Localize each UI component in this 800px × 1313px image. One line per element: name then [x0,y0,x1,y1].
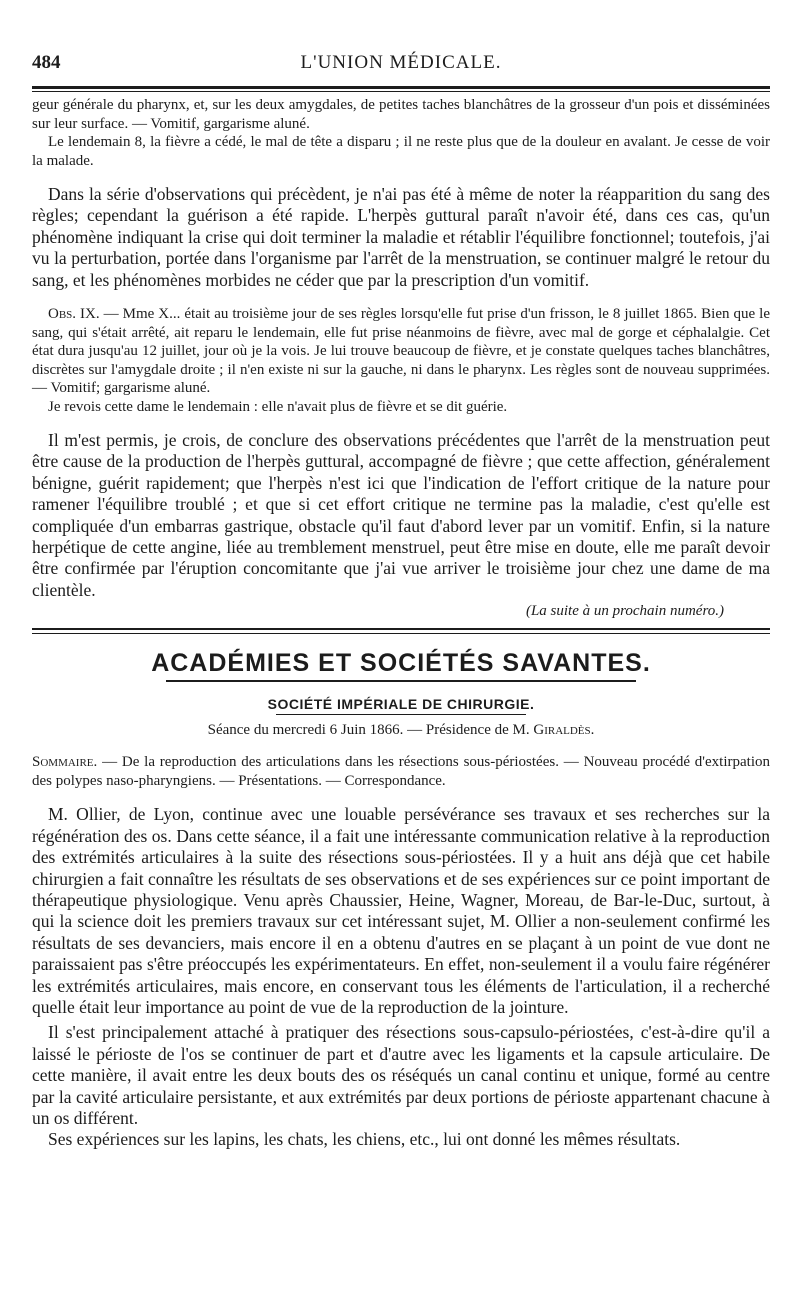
paragraph-discussion: Dans la série d'observations qui précèdent, je n'ai pas été à même de noter la réapparition du sang des règles; cependant la guérison a été rapide. L'herpès guttural paraît n'avoir été, dans ces cas, qu'un phénomène indiquant la crise qui doit terminer la maladie et rétablir l'équilibre fonctionnel; toutefois, j'ai vu la perturbation, portée dans l'organisme par l'arrêt de la menstruation, se continuer malgré le retour du sang, et les phénomènes morbides ne céder que par la prescription d'un vomitif. [32,184,770,290]
paragraph-experiences: Ses expériences sur les lapins, les chats, les chiens, etc., lui ont donné les mêmes résultats. [48,1129,681,1150]
paragraph-resections: Il s'est principalement attaché à pratiquer des résections sous-capsulo-périostées, c'est-à-dire qu'il a laissé le périoste de l'os se continuer de part et d'autre avec les ligaments et la capsule articulaire. De cette manière, il avait entre les deux bouts des os réséqués un canal continu et unique, formé au centre par la cavité articulaire persistante, et aux extrémités par deux portions de périoste appartenant chacune à un os différent. [32,1022,770,1128]
society-title: SOCIÉTÉ IMPÉRIALE DE CHIRURGIE. [267,696,535,713]
session-text: Séance du mercredi 6 Juin 1866. — Présidence de M. [207,722,534,739]
section-heading: ACADÉMIES ET SOCIÉTÉS SAVANTES. [151,649,651,678]
paragraph-conclusion: Il m'est permis, je crois, de conclure des observations précédentes que l'arrêt de la menstruation peut être cause de la production de l'herpès guttural, accompagné de fièvre ; que cette affection, généralement bénigne, guérit rapidement; que l'herpès n'est ici que l'indication de l'effort critique de la nature pour ramener l'équilibre troublé ; et que si cet effort critique ne termine pas la maladie, c'est qu'elle est compliquée d'un embarras gastrique, obstacle qu'il faut d'abord lever par un vomitif. Enfin, si la nature herpétique de cette angine, liée au tremblement menstruel, peut être mise en doute, elle me paraît devoir être confirmée par l'éruption concomitante que j'ai vue arriver le troisième jour chez une dame de ma clientèle. [32,430,770,600]
society-underline [276,714,526,715]
observation-text: — Mme X... était au troisième jour de ses règles lorsqu'elle fut prise d'un frisson, le 8 juillet 1865. Bien que le sang, qui s'était arrêté, ait reparu le lendemain, elle fut prise néanmoins de fièvre, avec mal de gorge et céphalalgie. Cet état dura jusqu'au 12 juillet, jour où je la vois. Je lui trouve beaucoup de fièvre, et je constate quelques taches blanchâtres, discrètes sur l'amygdale droite ; il n'en existe ni sur la gauche, ni dans le pharynx. Les règles sont de nouveau supprimées. — Vomitif; gargarisme aluné. [32,306,770,397]
paragraph-lendemain: Le lendemain 8, la fièvre a cédé, le mal de tête a disparu ; il ne reste plus que de la douleur en avalant. Je cesse de voir la malade. [32,134,770,169]
observation-followup: Je revois cette dame le lendemain : elle n'avait plus de fièvre et se dit guérie. [48,398,508,415]
paragraph-ollier: M. Ollier, de Lyon, continue avec une louable persévérance ses travaux et ses recherches sur la régénération des os. Dans cette séance, il a fait une intéressante communication relative à la reproduction des extrémités articulaires à la suite des résections sous-périostées. Il y a huit ans déjà que cet habile chirurgien a fait connaître les résultats de ses observations et de ses expériences sur ce point important de thérapeutique physiologique. Venu après Chaussier, Heine, Wagner, Moreau, de Bar-le-Duc, surtout, à qui la science doit les premiers travaux sur cet intéressant sujet, M. Ollier a non-seulement confirmé les résultats de ses devanciers, mais encore il en a obtenu d'autres en se plaçant à un point de vue dont ne paraissaient pas s'être préoccupés les expérimentateurs. En effet, non-seulement il a voulu faire régénérer les extrémités articulaires, mais encore, en conservant tous les éléments de l'articulation, il a recherché quelle était leur importance au point de vue de la reproduction de la jointure. [32,804,770,1017]
section-heading-underline [166,680,636,682]
summary-text: — De la reproduction des articulations dans les résections sous-périostées. — Nouveau procédé d'extirpation des polypes naso-pharyngiens. — Présentations. — Correspondance. [32,754,770,789]
section-divider [32,628,770,634]
observation-ix [32,305,770,398]
page-header [32,52,770,82]
header-rule [32,86,770,89]
observation-label: Obs. IX. [48,306,100,323]
summary [32,753,770,790]
summary-label: Sommaire. [32,754,98,771]
session-line [32,722,770,739]
paragraph-continued: geur générale du pharynx, et, sur les deux amygdales, de petites taches blanchâtres de la grosseur d'un pois et disséminées sur leur surface. — Vomitif, gargarisme aluné. [32,97,770,132]
page-number: 484 [32,52,61,73]
journal-title: L'UNION MÉDICALE. [300,52,502,73]
header-rule-thin [32,91,770,92]
continuation-note: (La suite à un prochain numéro.) [525,603,724,620]
session-president: Giraldès. [533,722,595,739]
